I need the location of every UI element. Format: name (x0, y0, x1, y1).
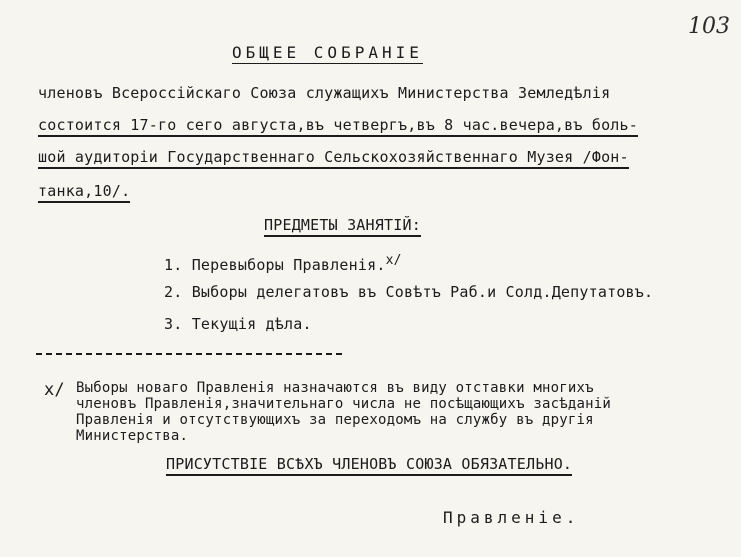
agenda-item-1 (164, 253, 402, 276)
footnote-reference: x/ (385, 253, 402, 268)
body-line-3 (38, 148, 629, 166)
body-line-4-text: танка,10/. (38, 182, 130, 203)
agenda-item-3 (164, 315, 312, 333)
separator-dashed-line (36, 353, 342, 355)
attendance-notice (166, 455, 572, 473)
agenda-item-number: 3. (164, 315, 183, 333)
footnote-line-1: Выборы новаго Правленія назначаются въ виду отставки многихъ (76, 380, 594, 396)
agenda-item-number: 1. (164, 256, 183, 274)
page-title (232, 44, 423, 62)
agenda-item-text: Выборы делегатовъ въ Совѣтъ Раб.и Солд.Депутатовъ. (191, 283, 654, 301)
page-number: 103 (688, 14, 730, 39)
body-line-4 (38, 182, 130, 200)
section-heading-text: ПРЕДМЕТЫ ЗАНЯТІЙ: (264, 216, 421, 237)
body-line-2 (38, 116, 638, 134)
agenda-item-2 (164, 283, 653, 301)
agenda-item-number: 2. (164, 283, 183, 301)
section-heading (264, 216, 421, 234)
body-line-3-text: шой аудиторіи Государственнаго Сельскохозяйственнаго Музея /Фон- (38, 148, 629, 169)
footnote-mark: x/ (44, 380, 65, 400)
attendance-notice-text: ПРИСУТСТВІЕ ВСѢХЪ ЧЛЕНОВЪ СОЮЗА ОБЯЗАТЕЛЬНО. (166, 455, 572, 476)
footnote-line-3: Правленія и отсутствующихъ за переходомъ на службу въ другія (76, 412, 594, 428)
agenda-item-text: Перевыборы Правленія. (191, 256, 386, 274)
title-text: ОБЩЕЕ СОБРАНІЕ (232, 43, 423, 62)
footnote-line-4: Министерства. (76, 428, 189, 444)
body-line-2-text: состоится 17-го сего августа,въ четвергъ,въ 8 час.вечера,въ боль- (38, 116, 638, 137)
agenda-item-text: Текущія дѣла. (191, 315, 312, 333)
signature: Правленіе. (443, 508, 580, 527)
footnote-line-2: членовъ Правленія,значительнаго числа не посѣщающихъ засѣданій (76, 396, 611, 412)
body-line-1: членовъ Всероссійскаго Союза служащихъ Министерства Земледѣлія (38, 84, 611, 102)
